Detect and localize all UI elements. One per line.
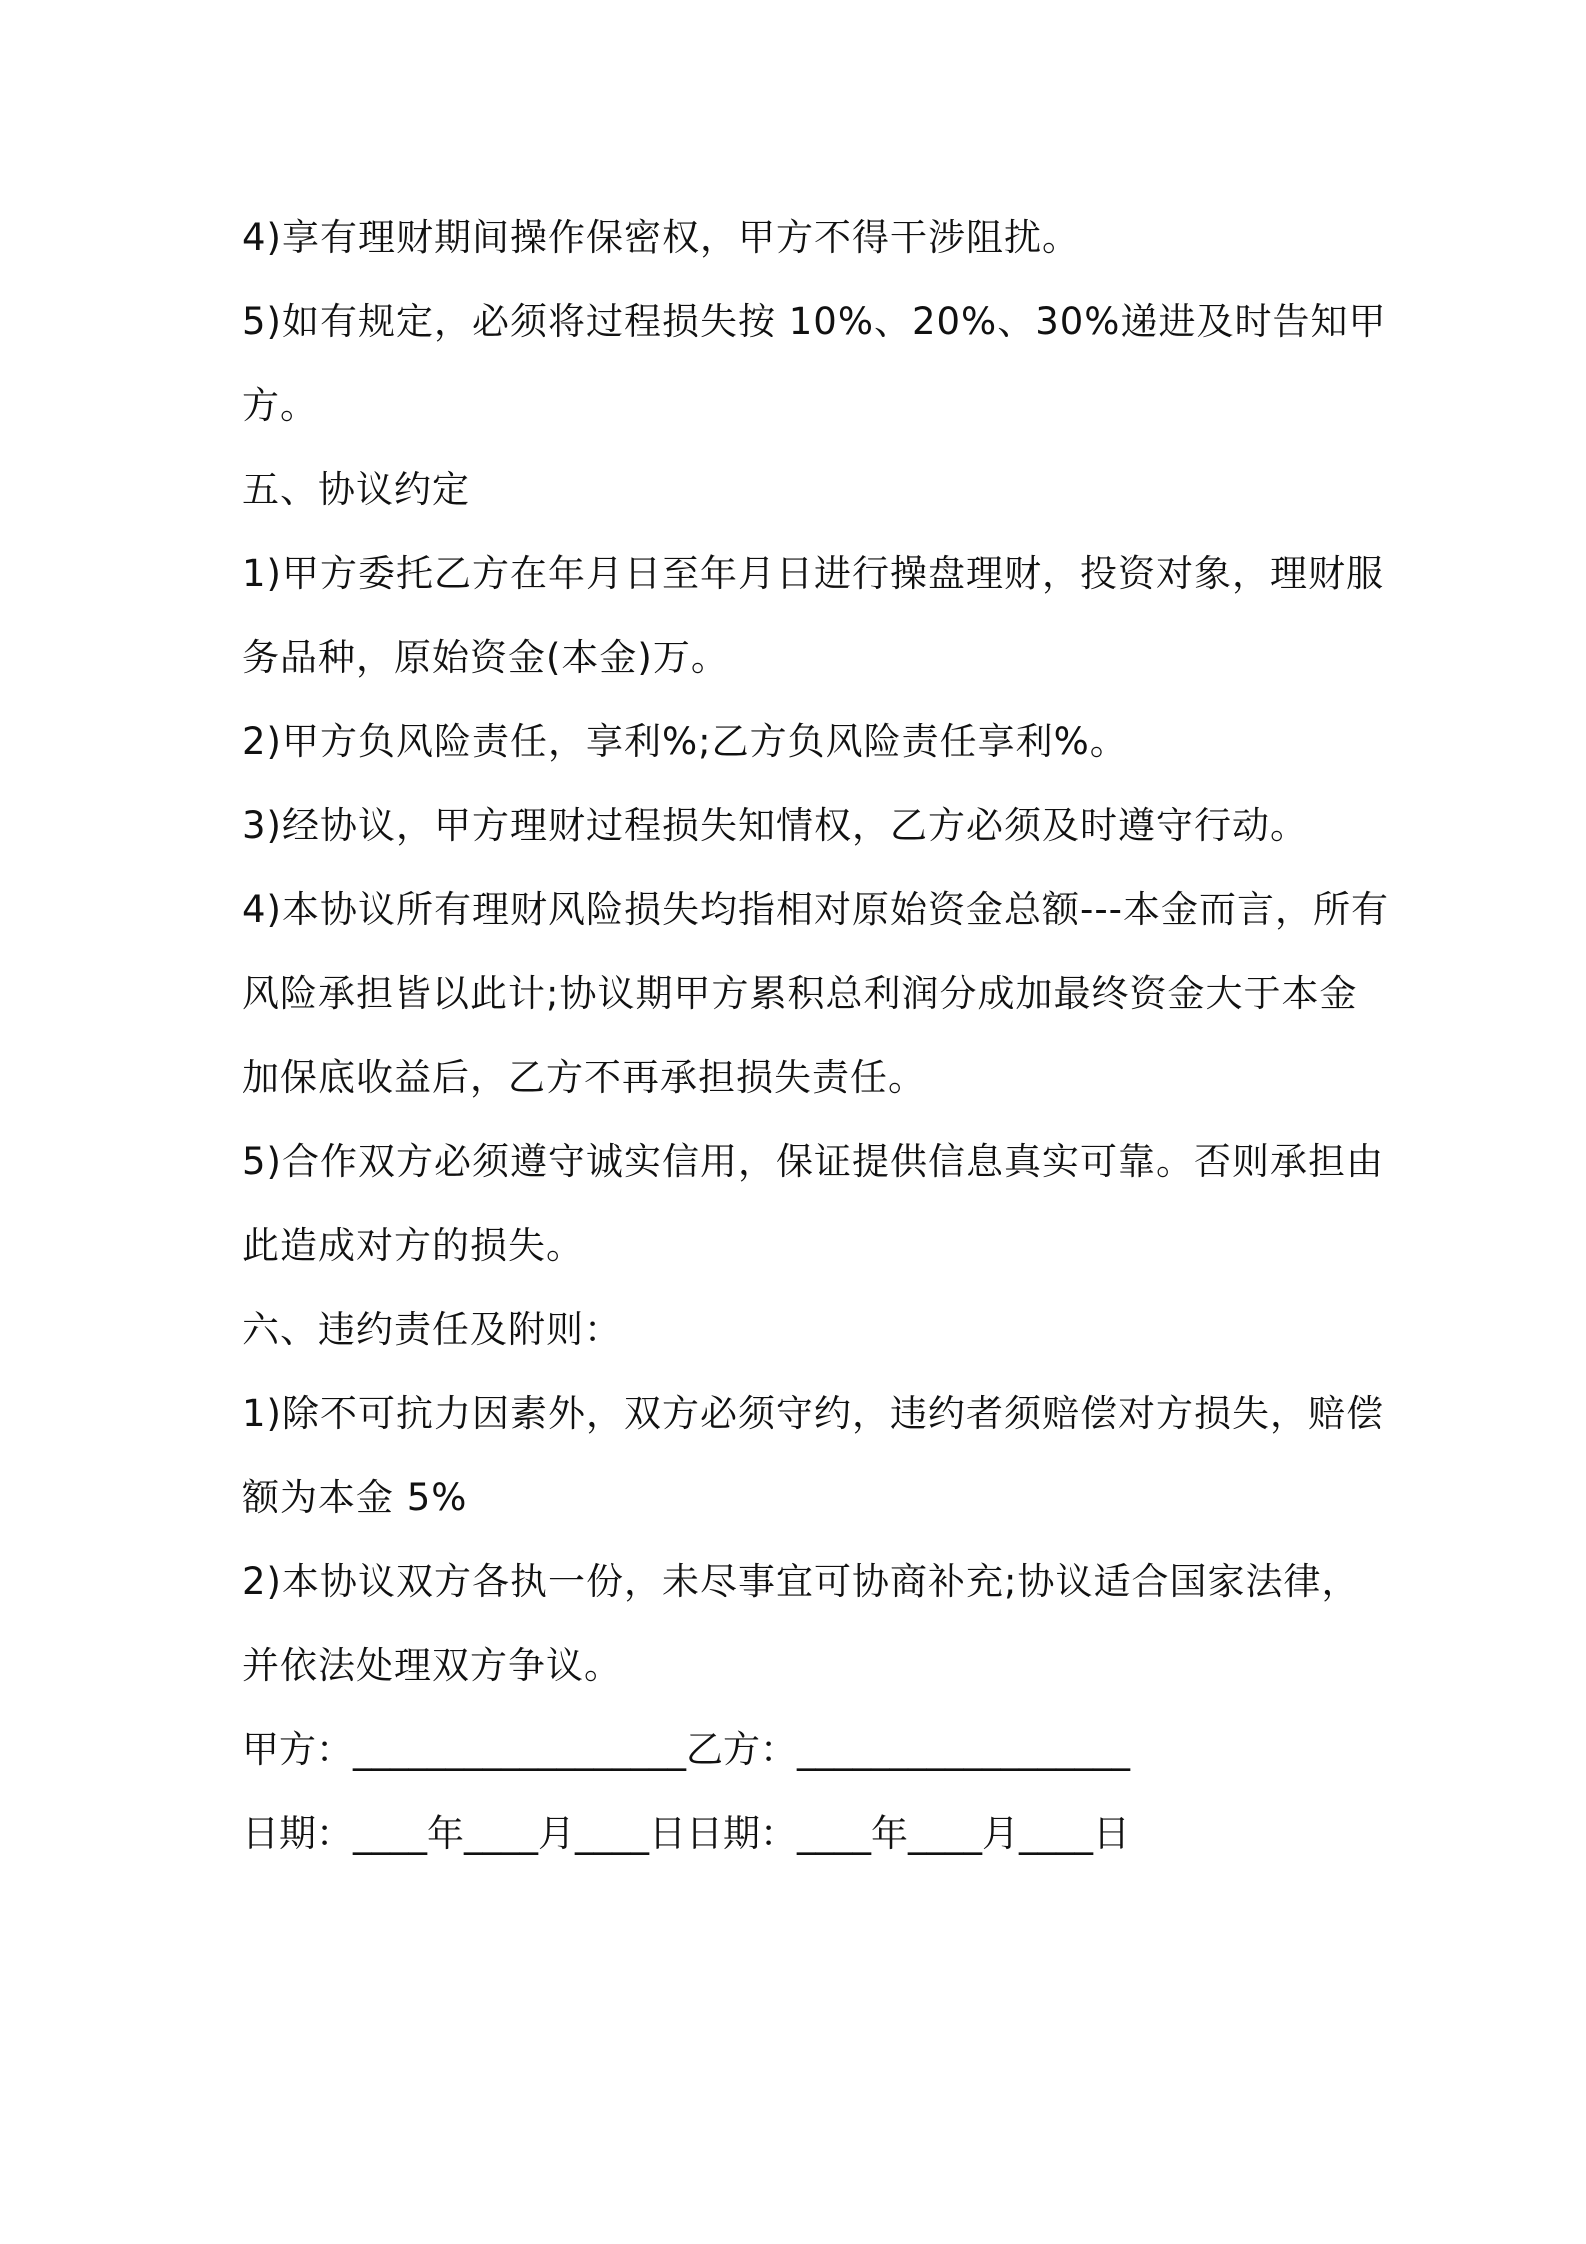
date-line: 日期：____年____月____日日期：____年____月____日 [242, 1812, 1130, 1855]
clause-line: 并依法处理双方争议。 [242, 1644, 622, 1687]
clause-line: 此造成对方的损失。 [242, 1224, 584, 1267]
clause-line: 2)甲方负风险责任，享利%;乙方负风险责任享利%。 [242, 720, 1128, 763]
section-heading: 五、协议约定 [242, 468, 470, 511]
clause-line: 4)享有理财期间操作保密权，甲方不得干涉阻扰。 [242, 216, 1080, 259]
signature-line: 甲方：__________________乙方：__________________ [242, 1728, 1130, 1771]
section-heading: 六、违约责任及附则： [242, 1308, 622, 1351]
clause-line: 加保底收益后，乙方不再承担损失责任。 [242, 1056, 926, 1099]
clause-line: 方。 [242, 384, 318, 427]
document-page [242, 196, 1390, 1876]
clause-line: 1)除不可抗力因素外，双方必须守约，违约者须赔偿对方损失，赔偿 [242, 1392, 1384, 1435]
clause-line: 5)合作双方必须遵守诚实信用，保证提供信息真实可靠。否则承担由 [242, 1140, 1384, 1183]
clause-line: 5)如有规定，必须将过程损失按 10%、20%、30%递进及时告知甲 [242, 300, 1387, 343]
clause-line: 风险承担皆以此计;协议期甲方累积总利润分成加最终资金大于本金 [242, 972, 1358, 1015]
clause-line: 额为本金 5% [242, 1476, 468, 1519]
clause-line: 务品种，原始资金(本金)万。 [242, 636, 729, 679]
clause-line: 3)经协议，甲方理财过程损失知情权，乙方必须及时遵守行动。 [242, 804, 1308, 847]
clause-line: 4)本协议所有理财风险损失均指相对原始资金总额---本金而言，所有 [242, 888, 1390, 931]
clause-line: 2)本协议双方各执一份，未尽事宜可协商补充;协议适合国家法律， [242, 1560, 1360, 1603]
clause-line: 1)甲方委托乙方在年月日至年月日进行操盘理财，投资对象，理财服 [242, 552, 1384, 595]
